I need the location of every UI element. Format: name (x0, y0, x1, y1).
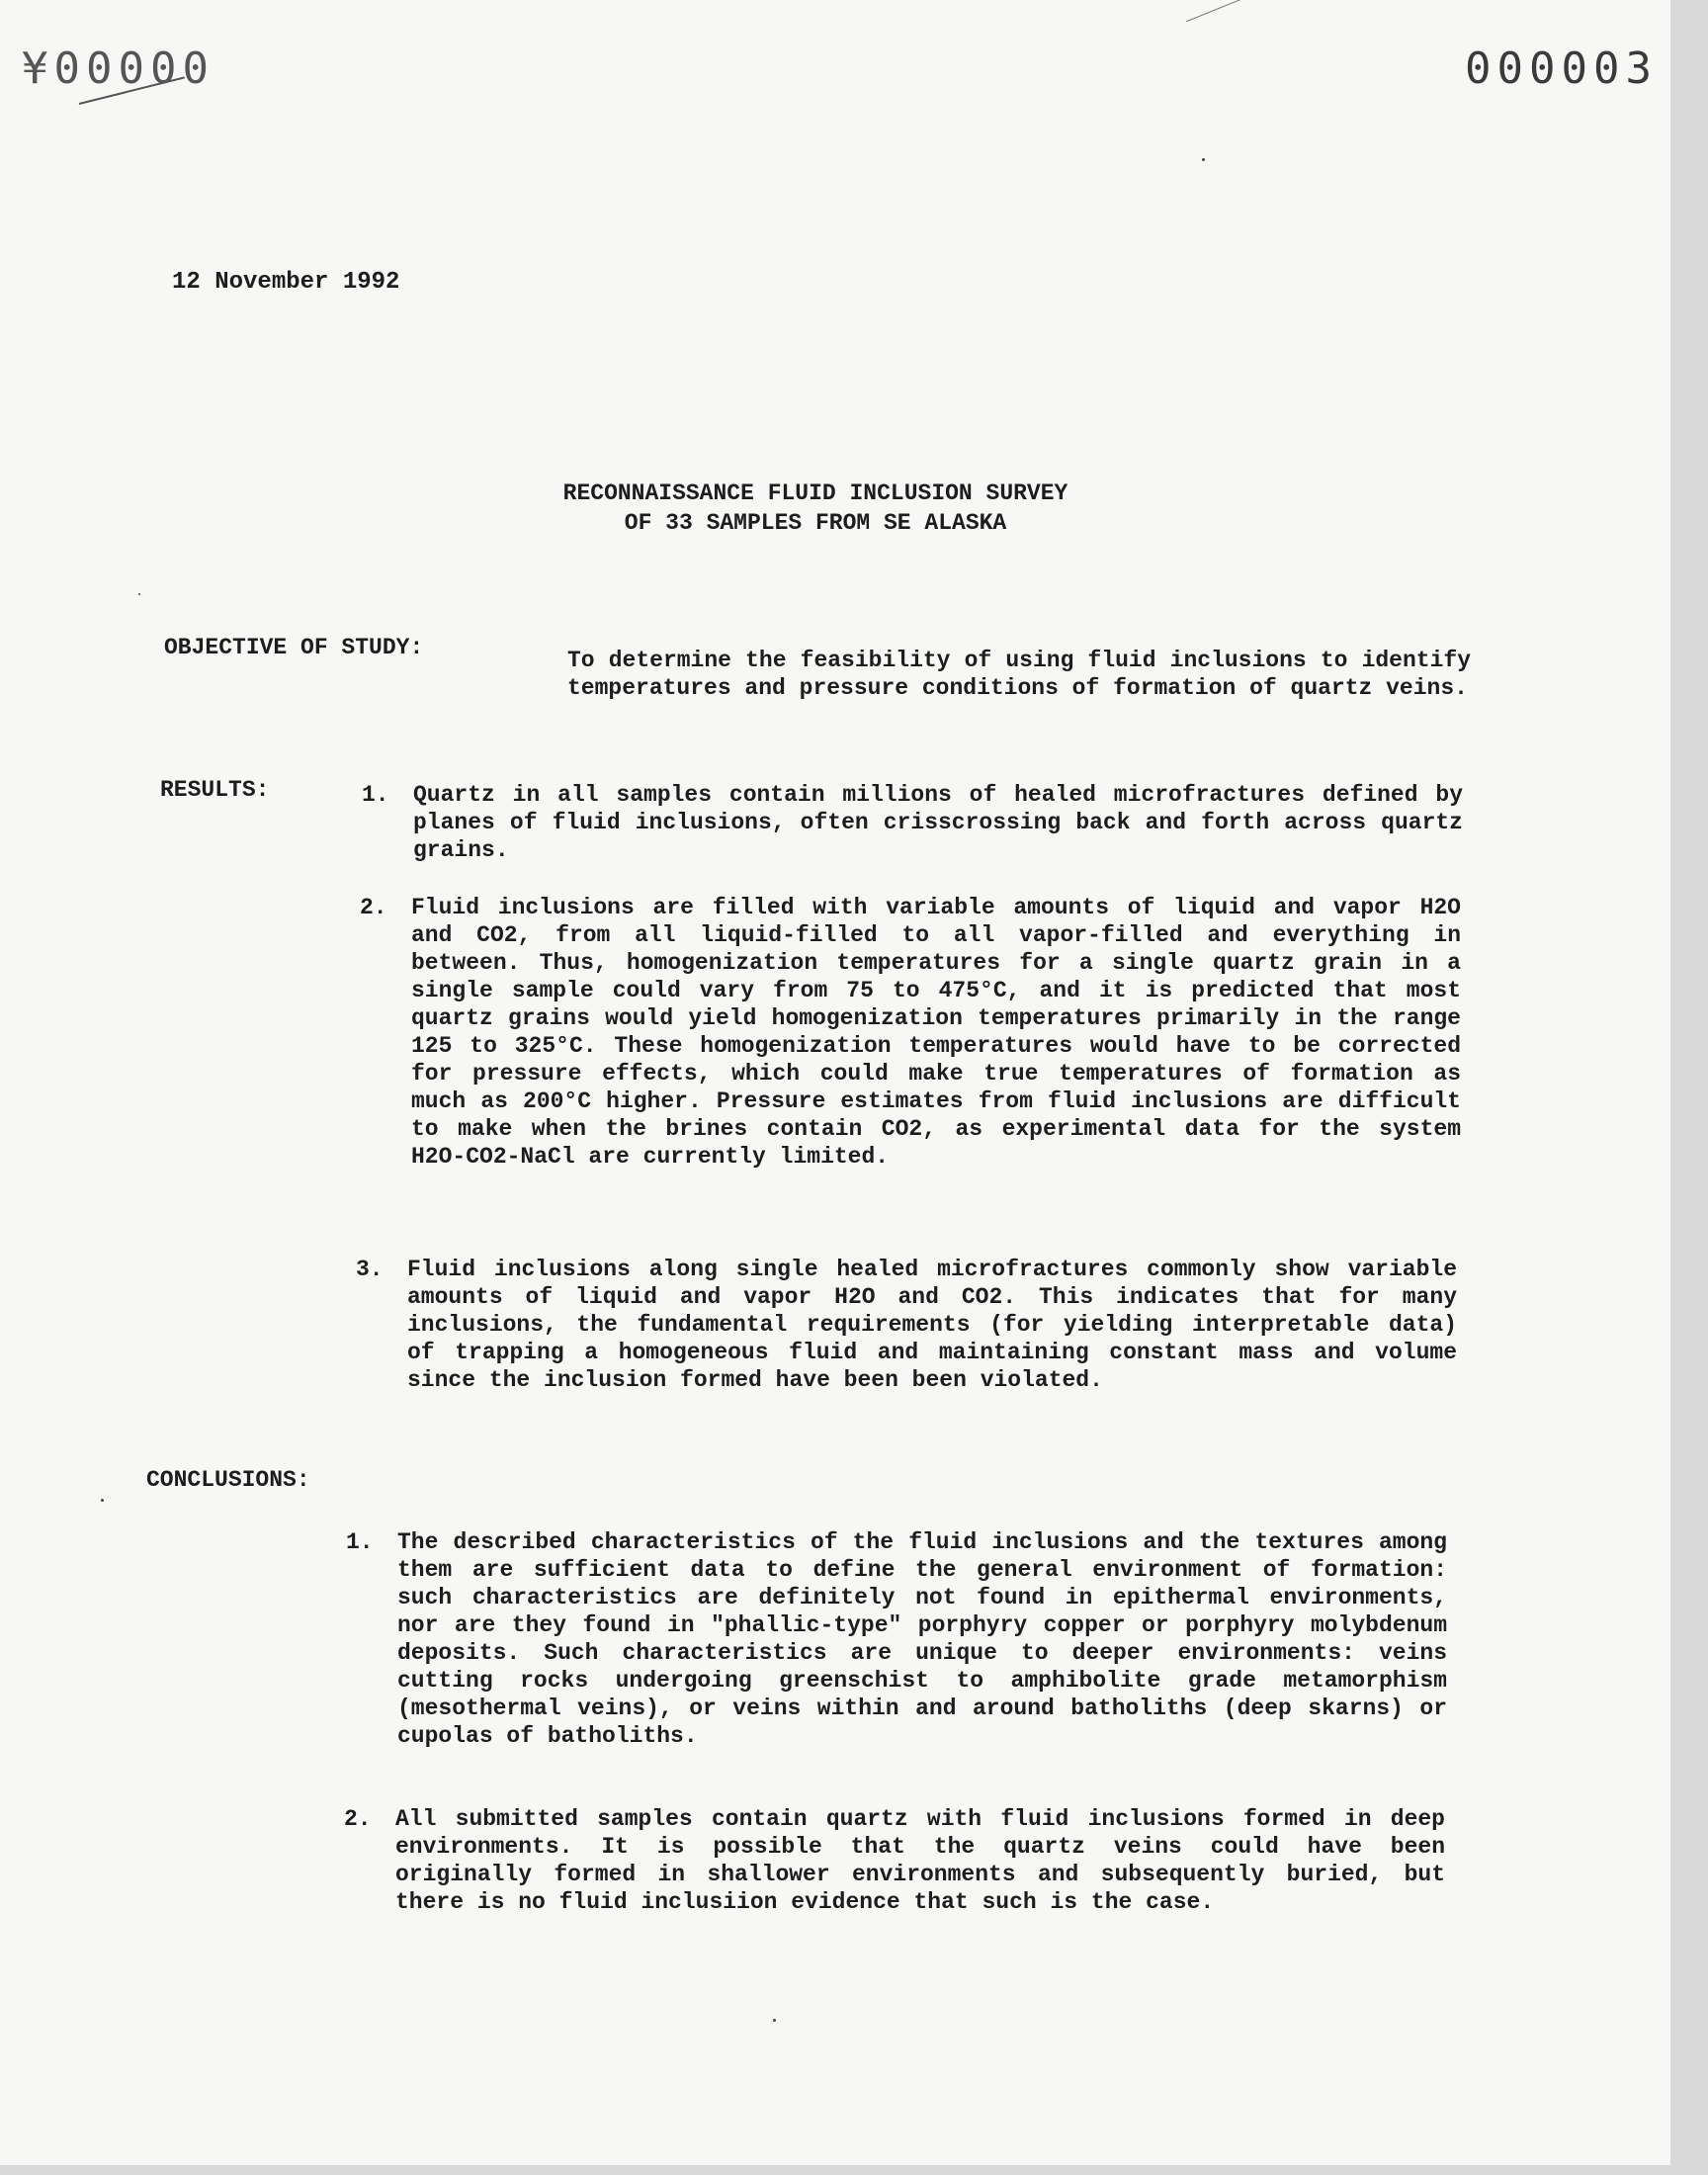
item-number: 2. (360, 895, 387, 920)
item-text: All submitted samples contain quartz with fluid inclusions formed in deep environments. It is possible that the quartz veins could have been originally formed in shallower environments and subsequently buried, but there is no fluid inclusiion evidence that such is the case. (395, 1806, 1445, 1915)
conclusions-item (346, 1528, 1453, 1795)
bates-stamp-right: 000003 (1465, 44, 1658, 94)
bates-stamp-left: ¥00000 (22, 44, 214, 94)
scan-speck (138, 593, 140, 595)
item-number: 1. (346, 1529, 374, 1555)
title-line-2: OF 33 SAMPLES FROM SE ALASKA (624, 510, 1007, 536)
objective-text: To determine the feasibility of using fluid inclusions to identify temperatures and pressure conditions of formation of quartz veins. (567, 648, 1471, 701)
document-date: 12 November 1992 (172, 269, 400, 296)
document-title (395, 478, 1236, 538)
item-number: 1. (362, 782, 389, 808)
results-item (362, 781, 1469, 890)
title-line-1: RECONNAISSANCE FLUID INCLUSION SURVEY (562, 480, 1068, 506)
item-text: Fluid inclusions are filled with variable amounts of liquid and vapor H2O and CO2, from all liquid-filled to all vapor-filled and everything in between. Thus, homogenization temperatures for a single quartz grain in a single sample could vary from 75 to 475°C, and it is predicted that most quartz grains would yield homogenization temperatures primarily in the range 125 to 325°C. These homogenization temperatures would have to be corrected for pressure effects, which could make true temperatures of formation as much as 200°C higher. Pressure estimates from fluid inclusions are difficult to make when the brines contain CO2, as experimental data for the system H2O-CO2-NaCl are currently limited. (411, 895, 1461, 1170)
item-number: 2. (344, 1806, 372, 1832)
scan-speck (101, 1499, 104, 1502)
scan-speck (773, 2019, 776, 2022)
conclusions-item (344, 1805, 1451, 1963)
results-label: RESULTS: (160, 777, 270, 803)
results-item (360, 894, 1467, 1230)
objective-label: OBJECTIVE OF STUDY: (164, 635, 424, 660)
conclusions-label: CONCLUSIONS: (146, 1467, 310, 1493)
item-text: Quartz in all samples contain millions of healed microfractures defined by planes of fluid inclusions, often crisscrossing back and forth across quartz grains. (413, 782, 1463, 863)
item-text: The described characteristics of the fluid inclusions and the textures among them are sufficient data to define the general environment of formation: such characteristics are definitely not found in epithermal environments, nor are they found in "phallic-type" porphyry copper or porphyry molybdenum deposits. Such characteristics are unique to deeper environments: veins cutting rocks undergoing greenschist to amphibolite grade metamorphism (mesothermal veins), or veins within and around batholiths (deep skarns) or cupolas of batholiths. (397, 1529, 1447, 1749)
scan-mark (1186, 0, 1241, 22)
results-item (356, 1256, 1463, 1434)
scan-speck (1202, 158, 1205, 161)
item-text: Fluid inclusions along single healed microfractures commonly show variable amounts of liquid and vapor H2O and CO2. This indicates that for many inclusions, the fundamental requirements (for yielding interpretable data) of trapping a homogeneous fluid and maintaining constant mass and volume since the inclusion formed have been been violated. (407, 1257, 1457, 1393)
item-number: 3. (356, 1257, 384, 1282)
